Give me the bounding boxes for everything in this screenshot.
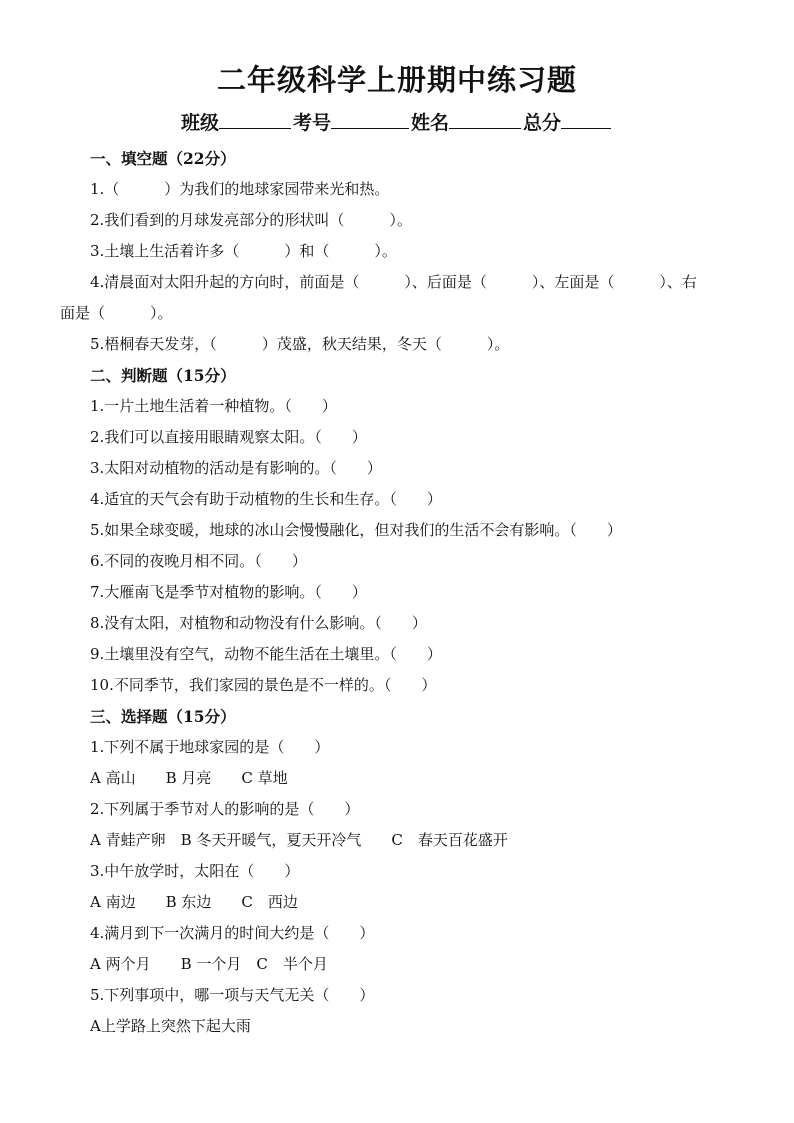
choice-question-2: 2.下列属于季节对人的影响的是（ ） — [90, 800, 360, 818]
true-false-question-9: 9.土壤里没有空气，动物不能生活在土壤里。（ ） — [90, 645, 442, 663]
section-heading-fill-in: 一、填空题（22分） — [90, 149, 236, 168]
fill-in-question-5: 5.梧桐春天发芽，（ ）茂盛，秋天结果，冬天（ ）。 — [90, 335, 510, 353]
fill-in-question-4: 4.清晨面对太阳升起的方向时，前面是（ ）、后面是（ ）、左面是（ ）、右 — [90, 273, 697, 291]
class-label: 班级 — [180, 112, 219, 134]
name-blank[interactable] — [449, 108, 521, 129]
exam-no-label: 考号 — [292, 112, 331, 134]
class-blank[interactable] — [219, 108, 291, 129]
true-false-question-7: 7.大雁南飞是季节对植物的影响。（ ） — [90, 583, 367, 601]
page-title: 二年级科学上册期中练习题 — [216, 63, 577, 97]
choice-question-5-option-a: A上学路上突然下起大雨 — [90, 1017, 251, 1035]
true-false-question-2: 2.我们可以直接用眼睛观察太阳。（ ） — [90, 428, 367, 446]
true-false-question-8: 8.没有太阳，对植物和动物没有什么影响。（ ） — [90, 614, 427, 632]
question-body — [60, 143, 740, 1042]
section-heading-true-false: 二、判断题（15分） — [90, 366, 236, 385]
fill-in-question-3: 3.土壤上生活着许多（ ）和（ ）。 — [90, 242, 397, 260]
choice-question-1: 1.下列不属于地球家园的是（ ） — [90, 738, 330, 756]
true-false-question-3: 3.太阳对动植物的活动是有影响的。（ ） — [90, 459, 382, 477]
choice-question-2-options: A 青蛙产卵 B 冬天开暖气，夏天开冷气 C 春天百花盛开 — [90, 831, 508, 849]
true-false-question-4: 4.适宜的天气会有助于动植物的生长和生存。（ ） — [90, 490, 442, 508]
fill-in-question-1: 1.（ ）为我们的地球家园带来光和热。 — [90, 180, 390, 198]
choice-question-4: 4.满月到下一次满月的时间大约是（ ） — [90, 924, 375, 942]
section-heading-multiple-choice: 三、选择题（15分） — [90, 707, 236, 726]
score-blank[interactable] — [561, 108, 611, 129]
fill-in-question-4-continued: 面是（ ）。 — [60, 304, 173, 322]
true-false-question-1: 1.一片土地生活着一种植物。（ ） — [90, 397, 337, 415]
student-info-line — [0, 108, 794, 138]
true-false-question-10: 10.不同季节，我们家园的景色是不一样的。（ ） — [90, 676, 437, 694]
score-label: 总分 — [523, 112, 562, 134]
choice-question-3-options: A 南边 B 东边 C 西边 — [90, 893, 298, 911]
choice-question-4-options: A 两个月 B 一个月 C 半个月 — [90, 955, 328, 973]
name-label: 姓名 — [411, 112, 450, 134]
exam-no-blank[interactable] — [331, 108, 409, 129]
true-false-question-5: 5.如果全球变暖，地球的冰山会慢慢融化，但对我们的生活不会有影响。（ ） — [90, 521, 622, 539]
choice-question-3: 3.中午放学时，太阳在（ ） — [90, 862, 300, 880]
true-false-question-6: 6.不同的夜晚月相不同。（ ） — [90, 552, 307, 570]
choice-question-1-options: A 高山 B 月亮 C 草地 — [90, 769, 288, 787]
choice-question-5: 5.下列事项中，哪一项与天气无关（ ） — [90, 986, 375, 1004]
fill-in-question-2: 2.我们看到的月球发亮部分的形状叫（ ）。 — [90, 211, 412, 229]
